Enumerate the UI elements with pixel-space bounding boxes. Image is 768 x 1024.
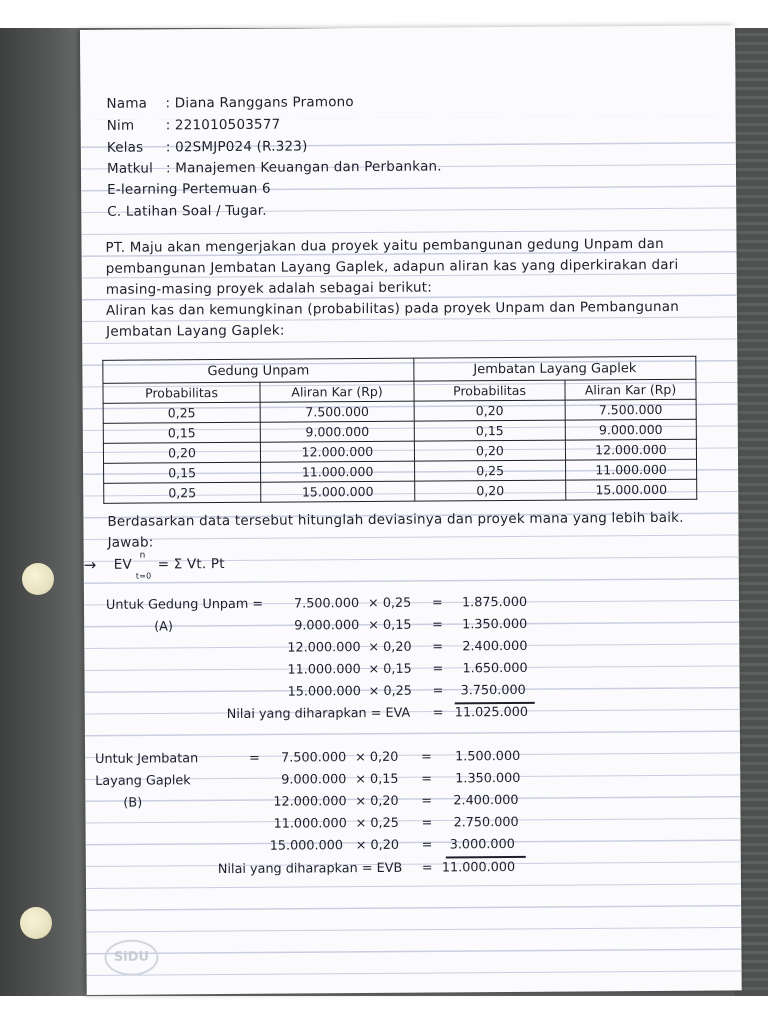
calc-b-value: 15.000.000 <box>269 838 344 854</box>
calc-b-result-eq: = <box>421 860 433 876</box>
problem-line-1: PT. Maju akan mengerjakan dua proyek yaitu pembangunan gedung Unpam dan <box>105 235 664 256</box>
calc-b-tag: (B) <box>123 795 143 811</box>
calc-a-eq: = <box>432 639 444 655</box>
calc-a-eq: = <box>432 661 444 677</box>
calc-b-sum-line <box>446 856 526 858</box>
table-row <box>104 479 697 503</box>
formula-sum: = Σ Vt. Pt <box>157 556 225 573</box>
col-header-probabilitas-b: Probabilitas <box>414 380 565 401</box>
calc-a-result: 1.650.000 <box>462 660 528 677</box>
problem-line-2: pembangunan Jembatan Layang Gaplek, adapun aliran kas yang diperkirakan dari <box>105 256 679 277</box>
calc-b-result: 1.350.000 <box>455 770 521 787</box>
calc-a-result: 1.350.000 <box>462 616 528 633</box>
calc-a-eq: = <box>431 595 443 611</box>
calc-b-result: 1.500.000 <box>455 748 521 765</box>
formula-subscript: t=0 <box>135 571 152 581</box>
binder-left <box>0 28 85 996</box>
problem-line-4: Aliran kas dan kemungkinan (probabilitas) pada proyek Unpam dan Pembangunan <box>105 298 680 319</box>
table-cell: 9.000.000 <box>260 421 414 442</box>
calc-a-result: 3.750.000 <box>460 682 526 699</box>
table-cell: 11.000.000 <box>261 461 415 482</box>
group-header-jembatan: Jembatan Layang Gaplek <box>414 356 696 381</box>
calc-b-total: 11.000.000 <box>441 859 516 876</box>
table-cell: 12.000.000 <box>260 441 414 462</box>
col-header-probabilitas-a: Probabilitas <box>103 382 260 403</box>
calc-a-value: 15.000.000 <box>287 684 361 700</box>
calc-a-value: 9.000.000 <box>294 618 360 634</box>
calc-b-prob: × 0,20 <box>355 837 400 854</box>
calc-b-title-1: Untuk Jembatan <box>95 751 199 767</box>
calc-b-eq: = <box>421 749 432 765</box>
calc-b-result: 2.750.000 <box>453 814 519 831</box>
calc-b-eq: = <box>421 771 433 787</box>
nama-value: : Diana Ranggans Pramono <box>165 94 354 112</box>
problem-line-5: Jembatan Layang Gaplek: <box>106 322 285 340</box>
table-cell: 0,20 <box>103 442 260 463</box>
table-cell: 12.000.000 <box>565 439 696 460</box>
binder-hole-top <box>22 563 54 595</box>
calc-a-prob: × 0,25 <box>367 595 412 612</box>
question-text: Berdasarkan data tersebut hitunglah deviasinya dan proyek mana yang lebih baik. <box>107 509 684 530</box>
problem-line-3: masing-masing proyek adalah sebagai berikut: <box>105 279 433 298</box>
calc-a-result-label: Nilai yang diharapkan = EVA <box>226 705 411 722</box>
calc-b-prob: × 0,25 <box>355 815 399 832</box>
calc-b-result: 3.000.000 <box>449 836 515 853</box>
calc-a-result: 2.400.000 <box>462 638 528 655</box>
calc-b-eq: = <box>421 815 433 831</box>
calc-b-title-2: Layang Gaplek <box>95 773 191 789</box>
calc-b-prob: × 0,20 <box>355 793 399 810</box>
calc-a-prob: × 0,15 <box>368 661 412 678</box>
table-cell: 0,20 <box>414 400 565 421</box>
elearning-line: E-learning Pertemuan 6 <box>107 180 271 198</box>
tugas-line: C. Latihan Soal / Tugar. <box>107 202 267 220</box>
table-cell: 11.000.000 <box>566 459 697 480</box>
table-cell: 9.000.000 <box>565 419 696 440</box>
calc-a-value: 12.000.000 <box>287 640 361 656</box>
calc-a-eq: = <box>432 683 444 699</box>
arrow-icon: → <box>83 555 97 574</box>
calc-b-value: 12.000.000 <box>273 794 347 810</box>
calc-b-title-eq: = <box>249 750 260 766</box>
kelas-label: Kelas <box>106 139 144 156</box>
table-cell: 0,25 <box>415 460 566 481</box>
calc-a-eq: = <box>432 617 443 633</box>
calc-b-result: 2.400.000 <box>453 792 519 809</box>
cashflow-table <box>102 356 697 504</box>
col-header-aliran-b: Aliran Kar (Rp) <box>565 379 696 400</box>
calc-a-prob: × 0,25 <box>368 683 412 700</box>
notebook-page <box>80 25 742 995</box>
calc-a-total: 11.025.000 <box>454 704 529 721</box>
calc-a-prob: × 0,20 <box>368 639 412 656</box>
table-cell: 0,15 <box>103 422 260 443</box>
calc-a-sum-line <box>455 702 535 704</box>
calc-b-value: 11.000.000 <box>273 816 347 832</box>
table-cell: 0,15 <box>104 462 261 483</box>
binder-hole-bottom <box>20 907 52 939</box>
calc-a-result-eq: = <box>432 705 444 721</box>
calc-a-title: Untuk Gedung Unpam = <box>105 596 264 613</box>
nim-value: : 221010503577 <box>165 116 281 134</box>
col-header-aliran-a: Aliran Kar (Rp) <box>260 381 414 402</box>
table-cell: 7.500.000 <box>565 399 696 420</box>
calc-b-eq: = <box>421 793 433 809</box>
table-cell: 15.000.000 <box>566 479 697 500</box>
calc-b-value: 7.500.000 <box>281 750 347 766</box>
calc-a-result: 1.875.000 <box>461 594 528 611</box>
formula-ev: EV <box>113 556 132 573</box>
calc-a-prob: × 0,15 <box>368 617 412 634</box>
table-cell: 0,20 <box>415 480 566 501</box>
calc-a-value: 11.000.000 <box>287 662 361 678</box>
table-cell: 0,25 <box>104 482 261 503</box>
formula-superscript: n <box>139 550 146 561</box>
matkul-value: : Manajemen Keuangan dan Perbankan. <box>165 158 442 177</box>
table-cell: 0,15 <box>414 420 565 441</box>
calc-b-prob: × 0,15 <box>355 771 399 788</box>
calc-b-prob: × 0,20 <box>355 749 399 766</box>
calc-a-tag: (A) <box>154 619 173 635</box>
table-cell: 15.000.000 <box>261 481 415 502</box>
kelas-value: : 02SMJP024 (R.323) <box>165 138 308 156</box>
calc-a-value: 7.500.000 <box>293 596 360 612</box>
matkul-label: Matkul <box>106 160 154 177</box>
calc-b-result-label: Nilai yang diharapkan = EVB <box>217 860 403 878</box>
notebook-brand-logo: SiDU <box>104 939 158 975</box>
calc-b-eq: = <box>421 837 433 853</box>
nama-label: Nama <box>106 95 148 112</box>
table-cell: 7.500.000 <box>260 401 414 422</box>
group-header-gedung: Gedung Unpam <box>103 358 414 383</box>
nim-label: Nim <box>106 117 135 134</box>
table-cell: 0,25 <box>103 402 260 423</box>
calc-b-value: 9.000.000 <box>281 772 347 788</box>
table-cell: 0,20 <box>414 440 565 461</box>
answer-label: Jawab: <box>107 534 154 551</box>
